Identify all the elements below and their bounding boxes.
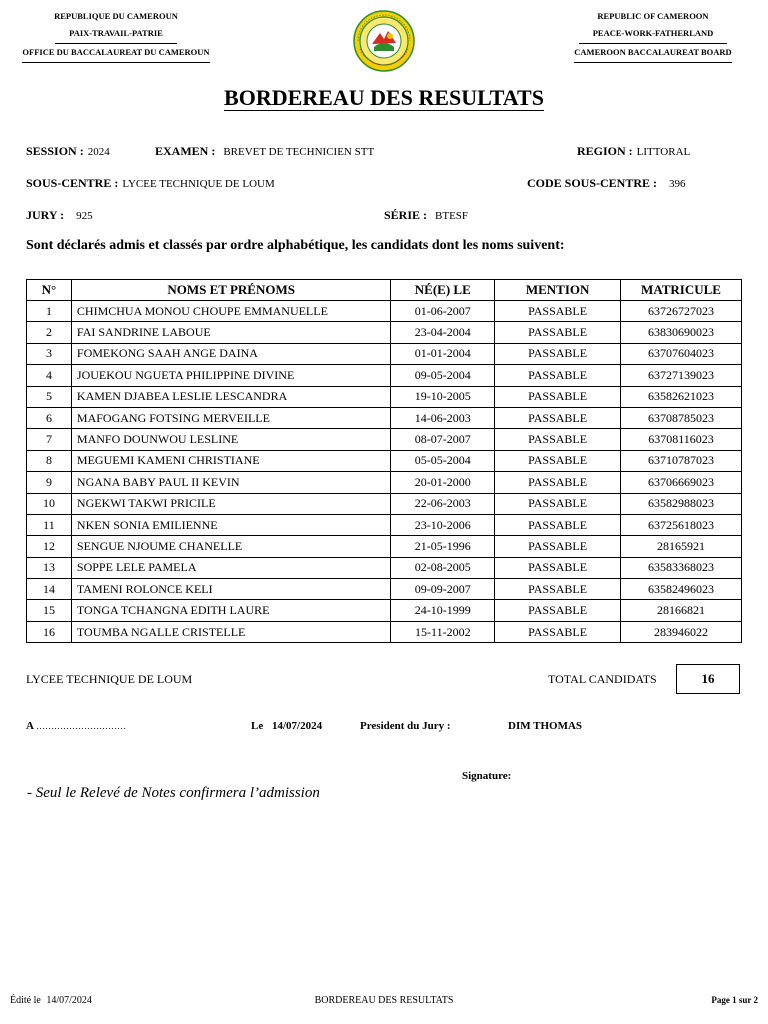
row-number-cell: 4 [27,365,72,386]
mention-cell: PASSABLE [495,407,621,428]
mention-cell: PASSABLE [495,429,621,450]
candidate-name-cell: NKEN SONIA EMILIENNE [71,514,390,535]
birth-date-cell: 01-06-2007 [391,301,495,322]
motto-en-text: PEACE-WORK-FATHERLAND [579,25,728,44]
document-title [0,85,768,111]
session-value: 2024 [87,146,110,158]
row-number-cell: 14 [27,579,72,600]
session-label: SESSION : [26,144,84,158]
table-row [27,621,742,642]
total-candidates-value: 16 [676,664,740,694]
birth-date-cell: 23-10-2006 [391,514,495,535]
row-number-cell: 2 [27,322,72,343]
table-row [27,322,742,343]
col-header-matricule: MATRICULE [621,280,742,301]
birth-date-cell: 02-08-2005 [391,557,495,578]
row-number-cell: 13 [27,557,72,578]
birth-date-cell: 15-11-2002 [391,621,495,642]
row-number-cell: 9 [27,472,72,493]
matricule-cell: 63710787023 [621,450,742,471]
row-number-cell: 7 [27,429,72,450]
country-name-fr: REPUBLIQUE DU CAMEROUN [54,11,178,21]
examen-value: BREVET DE TECHNICIEN STT [223,146,375,158]
birth-date-cell: 01-01-2004 [391,343,495,364]
candidate-name-cell: NGEKWI TAKWI PRICILE [71,493,390,514]
matricule-cell: 63582621023 [621,386,742,407]
birth-date-cell: 14-06-2003 [391,407,495,428]
school-name-footer: LYCEE TECHNIQUE DE LOUM [26,672,193,686]
motto-fr [8,25,224,44]
jury-label: JURY : [26,208,65,222]
office-name-fr-text: OFFICE DU BACCALAUREAT DU CAMEROUN [22,44,209,63]
admission-statement: Sont déclarés admis et classés par ordre alphabétique, les candidats dont les noms suivent: [26,238,565,253]
mention-cell: PASSABLE [495,493,621,514]
candidate-name-cell: JOUEKOU NGUETA PHILIPPINE DIVINE [71,365,390,386]
sous-centre-value: LYCEE TECHNIQUE DE LOUM [122,178,275,190]
mention-cell: PASSABLE [495,301,621,322]
mention-cell: PASSABLE [495,343,621,364]
table-row [27,536,742,557]
header-left [8,8,224,63]
serie-value: BTESF [435,210,469,222]
sous-centre-field [26,174,275,192]
table-row [27,600,742,621]
birth-date-cell: 21-05-1996 [391,536,495,557]
candidate-name-cell: NGANA BABY PAUL II KEVIN [71,472,390,493]
table-row [27,301,742,322]
table-row [27,365,742,386]
matricule-cell: 63708116023 [621,429,742,450]
mention-cell: PASSABLE [495,386,621,407]
col-header-birthdate: NÉ(E) LE [391,280,495,301]
table-row [27,557,742,578]
candidate-name-cell: FOMEKONG SAAH ANGE DAINA [71,343,390,364]
row-number-cell: 6 [27,407,72,428]
place-field [26,720,126,732]
matricule-cell: 63725618023 [621,514,742,535]
row-number-cell: 5 [27,386,72,407]
candidate-name-cell: KAMEN DJABEA LESLIE LESCANDRA [71,386,390,407]
place-label: A [26,720,34,732]
matricule-cell: 63830690023 [621,322,742,343]
mention-cell: PASSABLE [495,472,621,493]
candidate-name-cell: TONGA TCHANGNA EDITH LAURE [71,600,390,621]
mention-cell: PASSABLE [495,536,621,557]
table-row [27,386,742,407]
mention-cell: PASSABLE [495,514,621,535]
motto-en [546,25,760,44]
birth-date-cell: 20-01-2000 [391,472,495,493]
table-body [27,301,742,643]
mention-cell: PASSABLE [495,579,621,600]
table-row [27,343,742,364]
matricule-cell: 63707604023 [621,343,742,364]
candidate-name-cell: TAMENI ROLONCE KELI [71,579,390,600]
seal-icon [350,9,418,73]
row-number-cell: 10 [27,493,72,514]
matricule-cell: 63582496023 [621,579,742,600]
mention-cell: PASSABLE [495,450,621,471]
candidate-name-cell: SOPPE LELE PAMELA [71,557,390,578]
sous-centre-label: SOUS-CENTRE : [26,176,119,190]
board-name-en-text: CAMEROON BACCALAUREAT BOARD [574,44,731,63]
document-title-text: BORDEREAU DES RESULTATS [224,85,544,110]
president-name: DIM THOMAS [508,720,583,732]
edited-label: Édité le [10,995,41,1006]
candidate-name-cell: MANFO DOUNWOU LESLINE [71,429,390,450]
examen-field [155,142,374,160]
header-right [546,8,760,63]
mention-cell: PASSABLE [495,365,621,386]
mention-cell: PASSABLE [495,322,621,343]
serie-label: SÉRIE : [384,208,428,222]
matricule-cell: 63708785023 [621,407,742,428]
birth-date-cell: 08-07-2007 [391,429,495,450]
matricule-cell: 63582988023 [621,493,742,514]
matricule-cell: 63726727023 [621,301,742,322]
birth-date-cell: 23-04-2004 [391,322,495,343]
candidate-name-cell: FAI SANDRINE LABOUE [71,322,390,343]
date-value: 14/07/2024 [271,720,323,732]
date-label: Le [251,720,264,732]
president-label: President du Jury : [360,720,451,732]
table-row [27,429,742,450]
row-number-cell: 1 [27,301,72,322]
table-row [27,450,742,471]
edited-date: 14/07/2024 [46,995,92,1006]
birth-date-cell: 24-10-1999 [391,600,495,621]
mention-cell: PASSABLE [495,600,621,621]
mention-cell: PASSABLE [495,557,621,578]
jury-value: 925 [76,210,93,222]
region-value: LITTORAL [636,146,691,158]
row-number-cell: 3 [27,343,72,364]
table-row [27,493,742,514]
candidate-name-cell: TOUMBA NGALLE CRISTELLE [71,621,390,642]
birth-date-cell: 05-05-2004 [391,450,495,471]
candidate-name-cell: SENGUE NJOUME CHANELLE [71,536,390,557]
jury-field [26,206,93,224]
region-field [577,142,690,160]
row-number-cell: 12 [27,536,72,557]
date-field [251,720,322,732]
code-sous-centre-value: 396 [669,178,686,190]
matricule-cell: 63583368023 [621,557,742,578]
row-number-cell: 16 [27,621,72,642]
place-dots: ………………………… [36,721,127,731]
candidate-name-cell: MEGUEMI KAMENI CHRISTIANE [71,450,390,471]
birth-date-cell: 09-05-2004 [391,365,495,386]
code-sous-centre-field [527,174,686,192]
col-header-number: N° [27,280,72,301]
table-row [27,472,742,493]
admission-note: - Seul le Relevé de Notes confirmera l’admission [27,785,320,801]
region-label: REGION : [577,144,633,158]
code-sous-centre-label: CODE SOUS-CENTRE : [527,176,658,190]
examen-label: EXAMEN : [155,144,216,158]
row-number-cell: 15 [27,600,72,621]
row-number-cell: 8 [27,450,72,471]
motto-fr-text: PAIX-TRAVAIL-PATRIE [55,25,177,44]
office-seal-logo [350,9,418,73]
birth-date-cell: 22-06-2003 [391,493,495,514]
page-number: Page 1 sur 2 [711,995,758,1005]
total-candidates-label: TOTAL CANDIDATS [548,672,657,686]
candidate-name-cell: CHIMCHUA MONOU CHOUPE EMMANUELLE [71,301,390,322]
birth-date-cell: 19-10-2005 [391,386,495,407]
matricule-cell: 283946022 [621,621,742,642]
footer-doc-title: BORDEREAU DES RESULTATS [314,995,454,1006]
table-row [27,579,742,600]
candidate-name-cell: MAFOGANG FOTSING MERVEILLE [71,407,390,428]
signature-label: Signature: [462,770,512,782]
table-row [27,514,742,535]
session-field [26,142,110,160]
table-header-row [27,280,742,301]
mention-cell: PASSABLE [495,621,621,642]
matricule-cell: 63706669023 [621,472,742,493]
board-name-en [546,44,760,63]
table-row [27,407,742,428]
serie-field [384,206,468,224]
birth-date-cell: 09-09-2007 [391,579,495,600]
col-header-mention: MENTION [495,280,621,301]
matricule-cell: 28165921 [621,536,742,557]
matricule-cell: 63727139023 [621,365,742,386]
row-number-cell: 11 [27,514,72,535]
country-name-en: REPUBLIC OF CAMEROON [597,11,709,21]
col-header-name: NOMS ET PRÉNOMS [71,280,390,301]
office-name-fr [8,44,224,63]
matricule-cell: 28166821 [621,600,742,621]
results-table [26,279,742,643]
